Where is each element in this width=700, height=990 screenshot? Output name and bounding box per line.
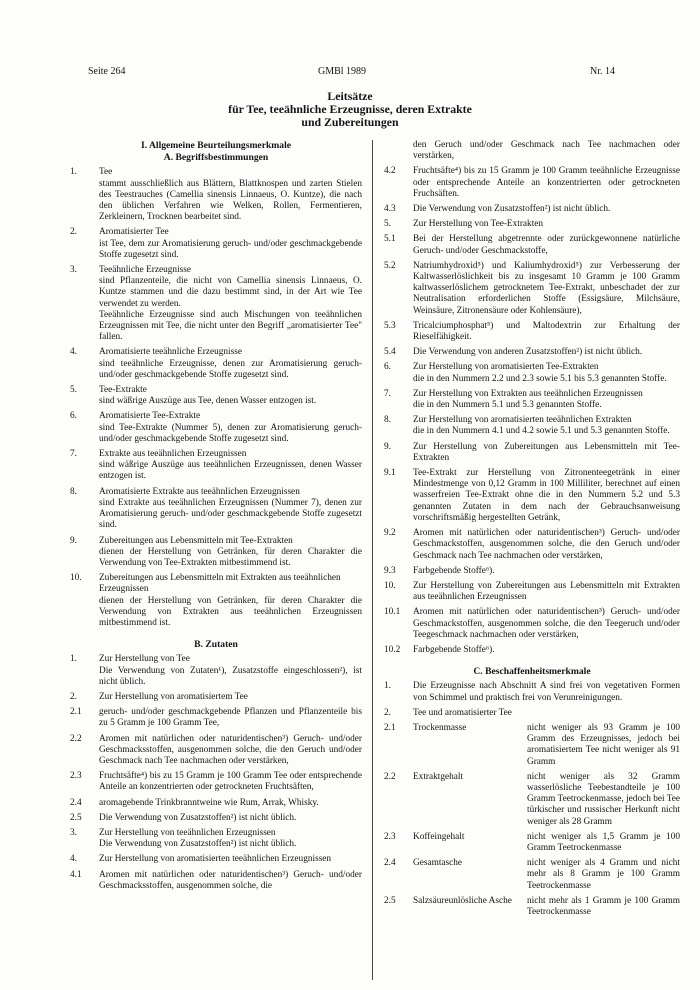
property-name: Koffeingehalt (413, 831, 465, 842)
item-text: Aromatisierte Extrakte aus teeähnlichen Erzeugnissen (99, 486, 300, 497)
journal-reference: GMBl 1989 (318, 66, 367, 77)
list-item (384, 442, 680, 464)
item-text: sind Extrakte aus teeähnlichen Erzeugnissen (Nummer 7), denen zur Aromatisierung geruch- und/oder geschmackgebende Stoffe zugesetzt sind. (99, 497, 362, 531)
right-column (384, 140, 680, 922)
item-text: Aromatisierte teeähnliche Erzeugnisse (99, 347, 243, 358)
list-item (70, 385, 362, 407)
list-item (70, 449, 362, 483)
item-text: geruch- und/oder geschmackgebende Pflanzen und Pflanzenteile bis zu 5 Gramm je 100 Gramm Tee, (99, 707, 362, 729)
list-item (384, 321, 680, 343)
list-item (384, 166, 680, 200)
item-text: Aromen mit natürlichen oder naturidentischen³) Geruch- und/oder Geschmackstoffen, ausgenommen solche, die den Geruch und/oder Geschmack nach Tee nachmachen oder verstärken, (413, 528, 680, 561)
item-number: 10.2 (384, 644, 401, 655)
ingredients-list (70, 654, 362, 892)
item-number: 1. (70, 167, 77, 178)
subsection-heading: A. Begriffsbestimmungen (163, 152, 269, 164)
item-text: sind teeähnliche Erzeugnisse, denen zur Aromatisierung geruch- und/oder geschmackgebende Stoffe zugesetzt sind. (99, 358, 362, 380)
item-text: Teeähnliche Erzeugnisse (99, 265, 192, 276)
list-item (70, 771, 362, 793)
item-text: Aromatisierte Tee-Extrakte (99, 411, 201, 422)
item-text: Die Verwendung von Zusatzstoffen²) ist nicht üblich. (99, 839, 297, 850)
item-text: Zur Herstellung von Zubereitungen aus Lebensmitteln mit Extrakten aus teeähnlichen Erzeugnissen (413, 580, 680, 603)
item-number: 6. (70, 411, 77, 422)
item-text: Zur Herstellung von Extrakten aus teeähnlichen Erzeugnissen (413, 388, 643, 399)
item-number: 10. (384, 580, 396, 591)
item-text: Farbgebende Stoffe⁶). (413, 644, 495, 655)
quality-list (384, 681, 680, 719)
item-number: 9.3 (384, 565, 396, 576)
list-item (384, 261, 680, 317)
item-number: 4. (70, 347, 77, 358)
item-number: 2.2 (70, 733, 82, 744)
item-text: Zur Herstellung von Tee-Extrakten (413, 219, 544, 230)
title-line: für Tee, teeähnliche Erzeugnisse, deren Extrakte (228, 102, 472, 116)
column-divider (372, 140, 373, 980)
list-item (70, 411, 362, 445)
item-text: Zur Herstellung von aromatisierten Tee-Extrakten (413, 362, 599, 373)
left-column (70, 140, 362, 896)
item-number: 2.3 (70, 771, 82, 782)
list-item (384, 234, 680, 256)
list-item (384, 468, 680, 524)
item-text: Bei der Herstellung abgetrennte oder zurückgewonnene natürliche Geruch- und/oder Geschmackstoffe, (413, 234, 680, 256)
title-line: und Zubereitungen (301, 115, 399, 129)
item-text: sind Pflanzenteile, die nicht von Camellia sinensis Linnaeus, O. Kuntze stammen und die dazu bestimmt sind, in der Art wie Tee verwendet zu werden. (99, 276, 362, 309)
item-text: Zur Herstellung von teeähnlichen Erzeugnissen (99, 827, 276, 838)
item-number: 4.2 (384, 166, 396, 177)
list-item (70, 167, 362, 223)
item-text: die in den Nummern 2.2 und 2.3 sowie 5.1 bis 5.3 genannten Stoffe. (413, 373, 667, 384)
item-number: 10.1 (384, 607, 401, 618)
item-number: 3. (70, 827, 77, 838)
item-text: ist Tee, dem zur Aromatisierung geruch- und/oder geschmackgebende Stoffe zugesetzt sind. (99, 238, 362, 260)
property-value: nicht weniger als 93 Gramm je 100 Gramm des Erzeugnisses, jedoch bei aromatisiertem Tee nicht weniger als 91 Gramm (527, 722, 680, 767)
item-text: Fruchtsäfte⁴) bis zu 15 Gramm je 100 Gramm teeähnliche Erzeugnisse oder entsprechende Anteile an konzentrierten oder getrockneten Fruchsäften. (413, 166, 680, 199)
list-item (70, 813, 362, 824)
item-number: 8. (70, 486, 77, 497)
item-text: Aromen mit natürlichen oder naturidentischen³) Geruch- und/oder Geschmacksstoffen, ausgenommen solche, die den Geruch und/oder Geschmack nach Tee nachmachen oder verstärken, (99, 733, 362, 766)
item-number: 4. (70, 854, 77, 865)
list-item (384, 566, 680, 577)
list-item (70, 265, 362, 343)
property-name: Gesamtasche (413, 858, 463, 869)
item-number: 2.2 (384, 771, 396, 782)
item-number: 2. (70, 227, 77, 238)
item-text: Zur Herstellung von aromatisierten teeähnlichen Erzeugnissen (99, 854, 332, 865)
table-row (384, 858, 680, 892)
list-item (70, 707, 362, 729)
list-item (384, 219, 680, 230)
list-item (384, 607, 680, 641)
item-text: Tee-Extrakt zur Herstellung von Zitronenteegetränk in einer Mindestmenge von 0,12 Gramm in 100 Milliliter, berechnet auf einen wasserfreien Tee-Extrakt ohne die in den Nummern 5.2 und 5.3 genannten Zutaten in dem nach der Gebrauchsanweisung vorschriftsmäßig hergestellten Getränk, (413, 468, 680, 523)
list-item (70, 870, 362, 892)
property-value: nicht weniger als 4 Gramm und nicht mehr als 8 Gramm je 100 Gramm Teetrockenmasse (527, 858, 680, 891)
item-number: 2.4 (384, 858, 396, 869)
item-text: dienen der Herstellung von Getränken, für deren Charakter die Verwendung von Tee-Extrakten mitbestimmend ist. (99, 546, 362, 568)
item-text: die in den Nummern 4.1 und 4.2 sowie 5.1 und 5.3 genannten Stoffe. (413, 426, 670, 437)
list-item (384, 389, 680, 411)
list-item (384, 347, 680, 358)
list-item (384, 362, 680, 384)
item-text: Tee und aromatisierter Tee (413, 707, 512, 718)
list-item (384, 204, 680, 215)
table-row (384, 896, 680, 918)
list-item (384, 581, 680, 603)
item-number: 2.1 (384, 722, 396, 733)
item-text: Die Verwendung von Zusatzstoffen²) ist nicht üblich. (413, 204, 611, 215)
list-item (70, 573, 362, 629)
item-text: Farbgebende Stoffe⁶). (413, 565, 495, 576)
item-number: 5.3 (384, 320, 396, 331)
item-number: 2.4 (70, 797, 82, 808)
property-value: nicht mehr als 1 Gramm je 100 Gramm Teetrockenmasse (527, 895, 680, 917)
item-number: 2.5 (384, 895, 396, 906)
item-number: 4.3 (384, 204, 396, 215)
item-text: Natriumhydroxid⁵) und Kaliumhydroxid⁵) zur Verbesserung der Kaltwasserlöslichkeit bis zu insgesamt 10 Gramm je 100 Gramm kaltwasserlöslichem getrocknetem Tee-Extrakt, unbeschadet der zur Neutralisation erforderlichen Stoffe (Essigsäure, Milchsäure, Weinsäure, Zitronensäure oder Kohlensäure), (413, 260, 680, 316)
item-number: 5. (384, 219, 391, 230)
property-name: Salzsäureunlösliche Asche (413, 895, 512, 906)
list-item (70, 654, 362, 688)
table-row (384, 772, 680, 828)
item-text: Zur Herstellung von aromatisiertem Tee (99, 691, 248, 702)
section-heading: I. Allgemeine Beurteilungsmerkmale (140, 140, 291, 151)
item-number: 4.1 (70, 869, 82, 880)
item-text: Zur Herstellung von Tee (99, 654, 190, 665)
list-item (384, 140, 680, 162)
item-number: 1. (384, 681, 391, 692)
property-name: Extraktgehalt (413, 771, 464, 782)
item-number: 1. (70, 654, 77, 665)
subsection-heading: C. Beschaffenheitsmerkmale (473, 666, 591, 678)
item-number: 2. (70, 691, 77, 702)
list-item (70, 734, 362, 768)
item-text: Aromen mit natürlichen oder naturidentischen³) Geruch- und/oder Geschmackstoffen, ausgenommen solche, die den Teegeruch und/oder Teegeschmack nachmachen oder verstärken, (413, 607, 680, 640)
item-number: 8. (384, 415, 391, 426)
item-text: aromagebende Trinkbranntweine wie Rum, Arrak, Whisky. (99, 797, 319, 808)
list-item (70, 692, 362, 703)
item-text: Zubereitungen aus Lebensmitteln mit Tee-Extrakten (99, 535, 293, 546)
table-row (384, 723, 680, 768)
list-item (70, 487, 362, 532)
item-number: 9. (384, 441, 391, 452)
item-text: stammt ausschließlich aus Blättern, Blattknospen und zarten Stielen des Teestrauches (Camellia sinensis Linnaeus, O. Kuntze), die nach den üblichen Verfahren wie Welken, Rollen, Fermentieren, Zerkleinern, Trocknen bearbeitet sind. (99, 178, 362, 223)
document-title (0, 90, 700, 129)
item-text: den Geruch und/oder Geschmack nach Tee nachmachen oder verstärken, (413, 140, 680, 162)
ingredients-list-continued (384, 140, 680, 656)
item-text: dienen der Herstellung von Getränken, für deren Charakter die Verwendung von Extrakten aus teeähnlichen Erzeugnissen mitbestimmend ist. (99, 595, 362, 628)
item-text: Aromatisierter Tee (99, 227, 169, 238)
item-text: Zur Herstellung von Zubereitungen aus Lebensmitteln mit Tee-Extrakten (413, 441, 680, 463)
item-text: Tee-Extrakte (99, 385, 147, 396)
item-number: 9.2 (384, 528, 396, 539)
list-item (384, 528, 680, 562)
page-number: Seite 264 (88, 66, 126, 77)
item-text: Aromen mit natürlichen oder naturidentischen³) Geruch- und/oder Geschmacksstoffen, ausgenommen solche, die (99, 869, 362, 891)
item-text: sind Tee-Extrakte (Nummer 5), denen zur Aromatisierung geruch- und/oder geschmackgebende Stoffe zugesetzt sind. (99, 422, 362, 444)
table-row (384, 832, 680, 854)
list-item (70, 828, 362, 850)
list-item (70, 227, 362, 261)
item-number: 7. (384, 388, 391, 399)
item-text: Fruchtsäfte⁴) bis zu 15 Gramm je 100 Gramm Tee oder entsprechende Anteile an konzentrierten oder getrockneten Fruchtsäften, (99, 771, 362, 793)
item-text: die in den Nummern 5.1 und 5.3 genannten Stoffe. (413, 400, 602, 411)
item-number: 6. (384, 362, 391, 373)
item-number: 2.5 (70, 812, 82, 823)
item-number: 5.4 (384, 347, 396, 358)
item-text: Zubereitungen aus Lebensmitteln mit Extrakten aus teeähnlichen Erzeugnissen (99, 573, 341, 595)
subsection-heading: B. Zutaten (194, 639, 238, 651)
property-value: nicht weniger als 1,5 Gramm je 100 Gramm Teetrockenmasse (527, 831, 680, 853)
property-value: nicht weniger als 32 Gramm wasserlösliche Teebestandteile je 100 Gramm Teetrockenmasse, jedoch bei Tee türkischer und russischer Herkunft nicht weniger als 28 Gramm (527, 771, 680, 827)
list-item (70, 798, 362, 809)
item-number: 7. (70, 449, 77, 460)
item-text: Extrakte aus teeähnlichen Erzeugnissen (99, 449, 247, 460)
list-item (384, 681, 680, 703)
list-item (70, 854, 362, 865)
item-number: 9.1 (384, 468, 396, 479)
issue-number: Nr. 14 (590, 66, 615, 77)
item-number: 10. (70, 573, 82, 584)
item-text: Die Verwendung von Zutaten¹), Zusatzstoffe eingeschlossen²), ist nicht üblich. (99, 665, 362, 687)
item-text: Zur Herstellung von aromatisierten teeähnlichen Extrakten (413, 415, 632, 426)
item-text: sind wäßrige Auszüge aus Tee, denen Wasser entzogen ist. (99, 396, 317, 407)
item-number: 2.1 (70, 707, 82, 718)
item-text: Tricalciumphosphat⁵) und Maltodextrin zur Erhaltung der Rieselfähigkeit. (413, 320, 680, 343)
item-text: Teeähnliche Erzeugnisse sind auch Mischungen von teeähnlichen Erzeugnissen mit Tee, die nicht unter den Begriff „aromatisierter Tee" fallen. (99, 309, 362, 343)
item-number: 3. (70, 265, 77, 276)
item-text: sind wäßrige Auszüge aus teeähnlichen Erzeugnissen, denen Wasser entzogen ist. (99, 460, 362, 482)
item-number: 2. (384, 707, 391, 718)
list-item (70, 347, 362, 381)
list-item (384, 415, 680, 437)
list-item (384, 708, 680, 719)
item-number: 9. (70, 535, 77, 546)
item-number: 5. (70, 385, 77, 396)
quality-table (384, 723, 680, 918)
item-number: 5.1 (384, 234, 396, 245)
item-text: Die Verwendung von Zusatzstoffen²) ist nicht üblich. (99, 812, 297, 823)
item-number: 2.3 (384, 831, 396, 842)
item-text: Die Verwendung von anderen Zusatzstoffen²) ist nicht üblich. (413, 347, 643, 358)
title-line: Leitsätze (327, 89, 373, 103)
item-number: 5.2 (384, 260, 396, 271)
item-text: Tee (99, 167, 113, 178)
item-text: Die Erzeugnisse nach Abschnitt A sind frei von vegetativen Formen von Schimmel und praktisch frei von Verunreinigungen. (413, 681, 680, 703)
definitions-list (70, 167, 362, 629)
list-item (384, 645, 680, 656)
list-item (70, 536, 362, 570)
property-name: Trockenmasse (413, 722, 467, 733)
